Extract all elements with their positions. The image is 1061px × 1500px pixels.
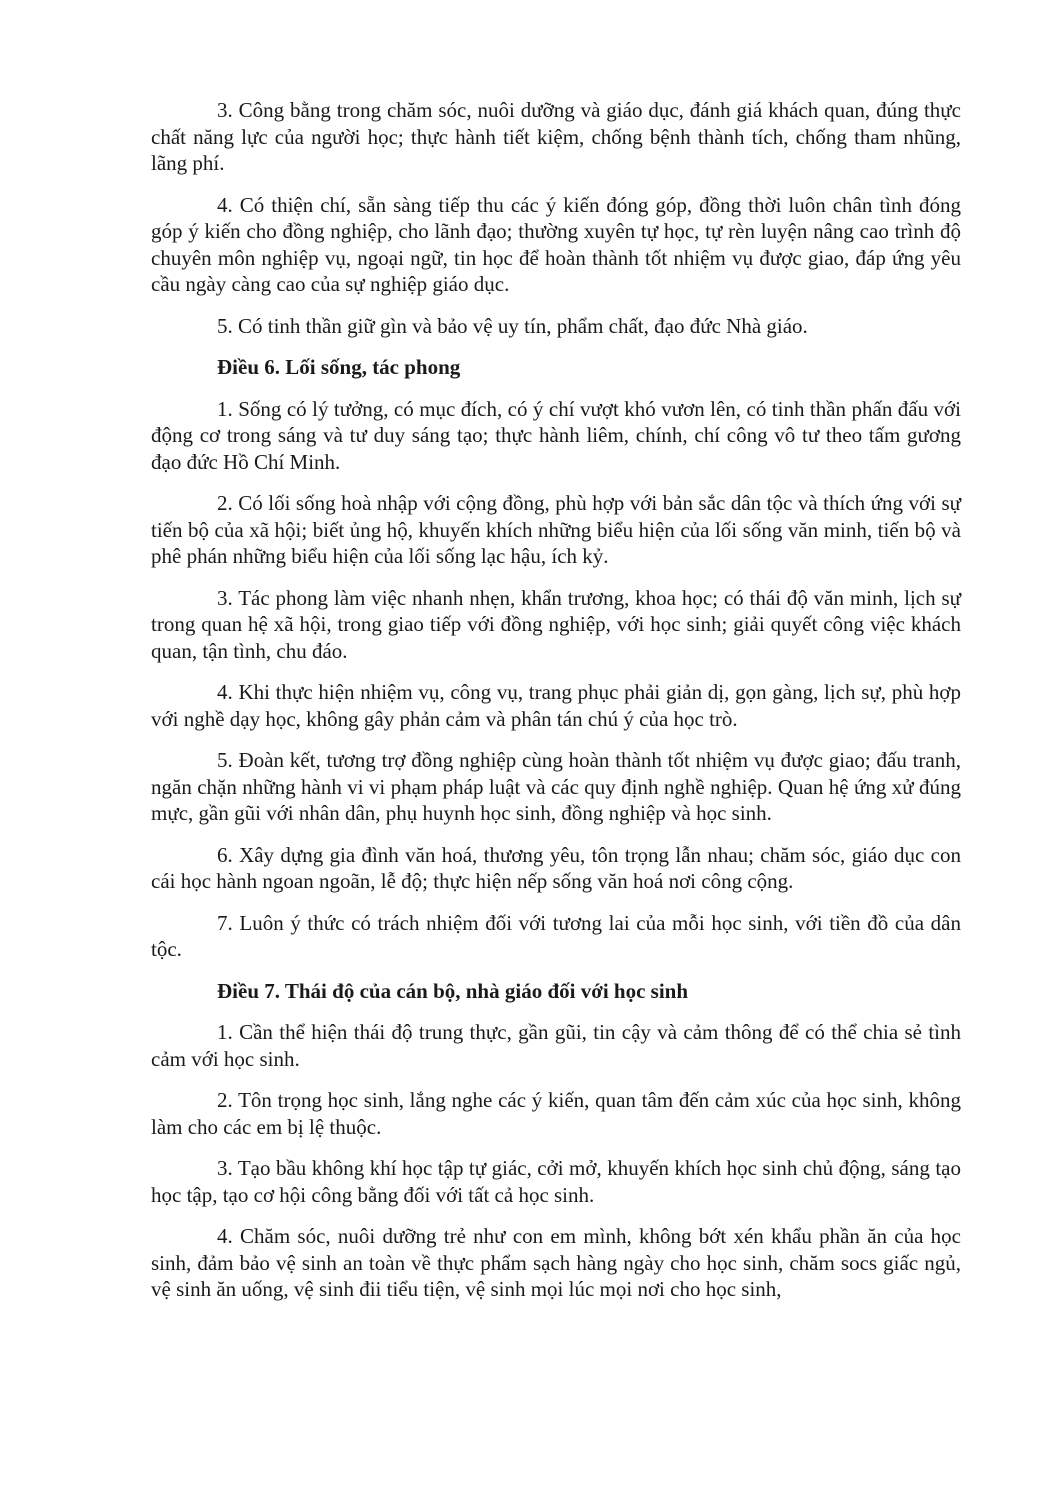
paragraph-art5-item4: 4. Có thiện chí, sẵn sàng tiếp thu các ý kiến đóng góp, đồng thời luôn chân tình đóng góp ý kiến cho đồng nghiệp, cho lãnh đạo; thường xuyên tự học, tự rèn luyện nâng cao trình độ chuyên môn nghiệp vụ, ngoại ngữ, tin học để hoàn thành tốt nhiệm vụ được giao, đáp ứng yêu cầu ngày càng cao của sự nghiệp giáo dục. bbox=[151, 192, 961, 296]
paragraph-art5-item3: 3. Công bằng trong chăm sóc, nuôi dưỡng và giáo dục, đánh giá khách quan, đúng thực chất năng lực của người học; thực hành tiết kiệm, chống bệnh thành tích, chống tham nhũng, lãng phí. bbox=[151, 98, 961, 175]
paragraph-art6-item3: 3. Tác phong làm việc nhanh nhẹn, khẩn trương, khoa học; có thái độ văn minh, lịch sự trong quan hệ xã hội, trong giao tiếp với đồng nghiệp, với học sinh; giải quyết công việc khách quan, tận tình, chu đáo. bbox=[151, 585, 961, 663]
paragraph-art6-item5: 5. Đoàn kết, tương trợ đồng nghiệp cùng hoàn thành tốt nhiệm vụ được giao; đấu tranh, ngăn chặn những hành vi vi phạm pháp luật và các quy định nghề nghiệp. Quan hệ ứng xử đúng mực, gần gũi với nhân dân, phụ huynh học sinh, đồng nghiệp và học sinh. bbox=[151, 748, 961, 825]
paragraph-art6-item4: 4. Khi thực hiện nhiệm vụ, công vụ, trang phục phải giản dị, gọn gàng, lịch sự, phù hợp với nghề dạy học, không gây phản cảm và phân tán chú ý của học trò. bbox=[151, 680, 961, 731]
paragraph-art6-item1: 1. Sống có lý tưởng, có mục đích, có ý chí vượt khó vươn lên, có tinh thần phấn đấu với động cơ trong sáng và tư duy sáng tạo; thực hành liêm, chính, chí công vô tư theo tấm gương đạo đức Hồ Chí Minh. bbox=[151, 396, 961, 474]
paragraph-art7-item3: 3. Tạo bầu không khí học tập tự giác, cởi mở, khuyến khích học sinh chủ động, sáng tạo học tập, tạo cơ hội công bằng đối với tất cả học sinh. bbox=[151, 1156, 961, 1207]
paragraph-art6-item2: 2. Có lối sống hoà nhập với cộng đồng, phù hợp với bản sắc dân tộc và thích ứng với sự tiến bộ của xã hội; biết ủng hộ, khuyến khích những biểu hiện của lối sống văn minh, tiến bộ và phê phán những biểu hiện của lối sống lạc hậu, ích kỷ. bbox=[151, 491, 961, 568]
article-6-heading: Điều 6. Lối sống, tác phong bbox=[217, 355, 461, 379]
paragraph-art6-item6: 6. Xây dựng gia đình văn hoá, thương yêu, tôn trọng lẫn nhau; chăm sóc, giáo dục con cái học hành ngoan ngoãn, lễ độ; thực hiện nếp sống văn hoá nơi công cộng. bbox=[151, 842, 961, 893]
paragraph-art6-item7: 7. Luôn ý thức có trách nhiệm đối với tương lai của mỗi học sinh, với tiền đồ của dân tộc. bbox=[151, 910, 961, 961]
paragraph-art7-item2: 2. Tôn trọng học sinh, lắng nghe các ý kiến, quan tâm đến cảm xúc của học sinh, không làm cho các em bị lệ thuộc. bbox=[151, 1088, 961, 1139]
article-7-heading: Điều 7. Thái độ của cán bộ, nhà giáo đối với học sinh bbox=[217, 978, 689, 1003]
paragraph-art5-item5: 5. Có tinh thần giữ gìn và bảo vệ uy tín, phẩm chất, đạo đức Nhà giáo. bbox=[217, 313, 808, 338]
paragraph-art7-item4: 4. Chăm sóc, nuôi dưỡng trẻ như con em mình, không bớt xén khẩu phần ăn của học sinh, đảm bảo vệ sinh an toàn về thực phẩm sạch hàng ngày cho học sinh, chăm socs giấc ngủ, vệ sinh ăn uống, vệ sinh đii tiểu tiện, vệ sinh mọi lúc mọi nơi cho học sinh, bbox=[151, 1224, 961, 1301]
paragraph-art7-item1: 1. Cần thể hiện thái độ trung thực, gần gũi, tin cậy và cảm thông để có thể chia sẻ tình cảm với học sinh. bbox=[151, 1020, 961, 1071]
